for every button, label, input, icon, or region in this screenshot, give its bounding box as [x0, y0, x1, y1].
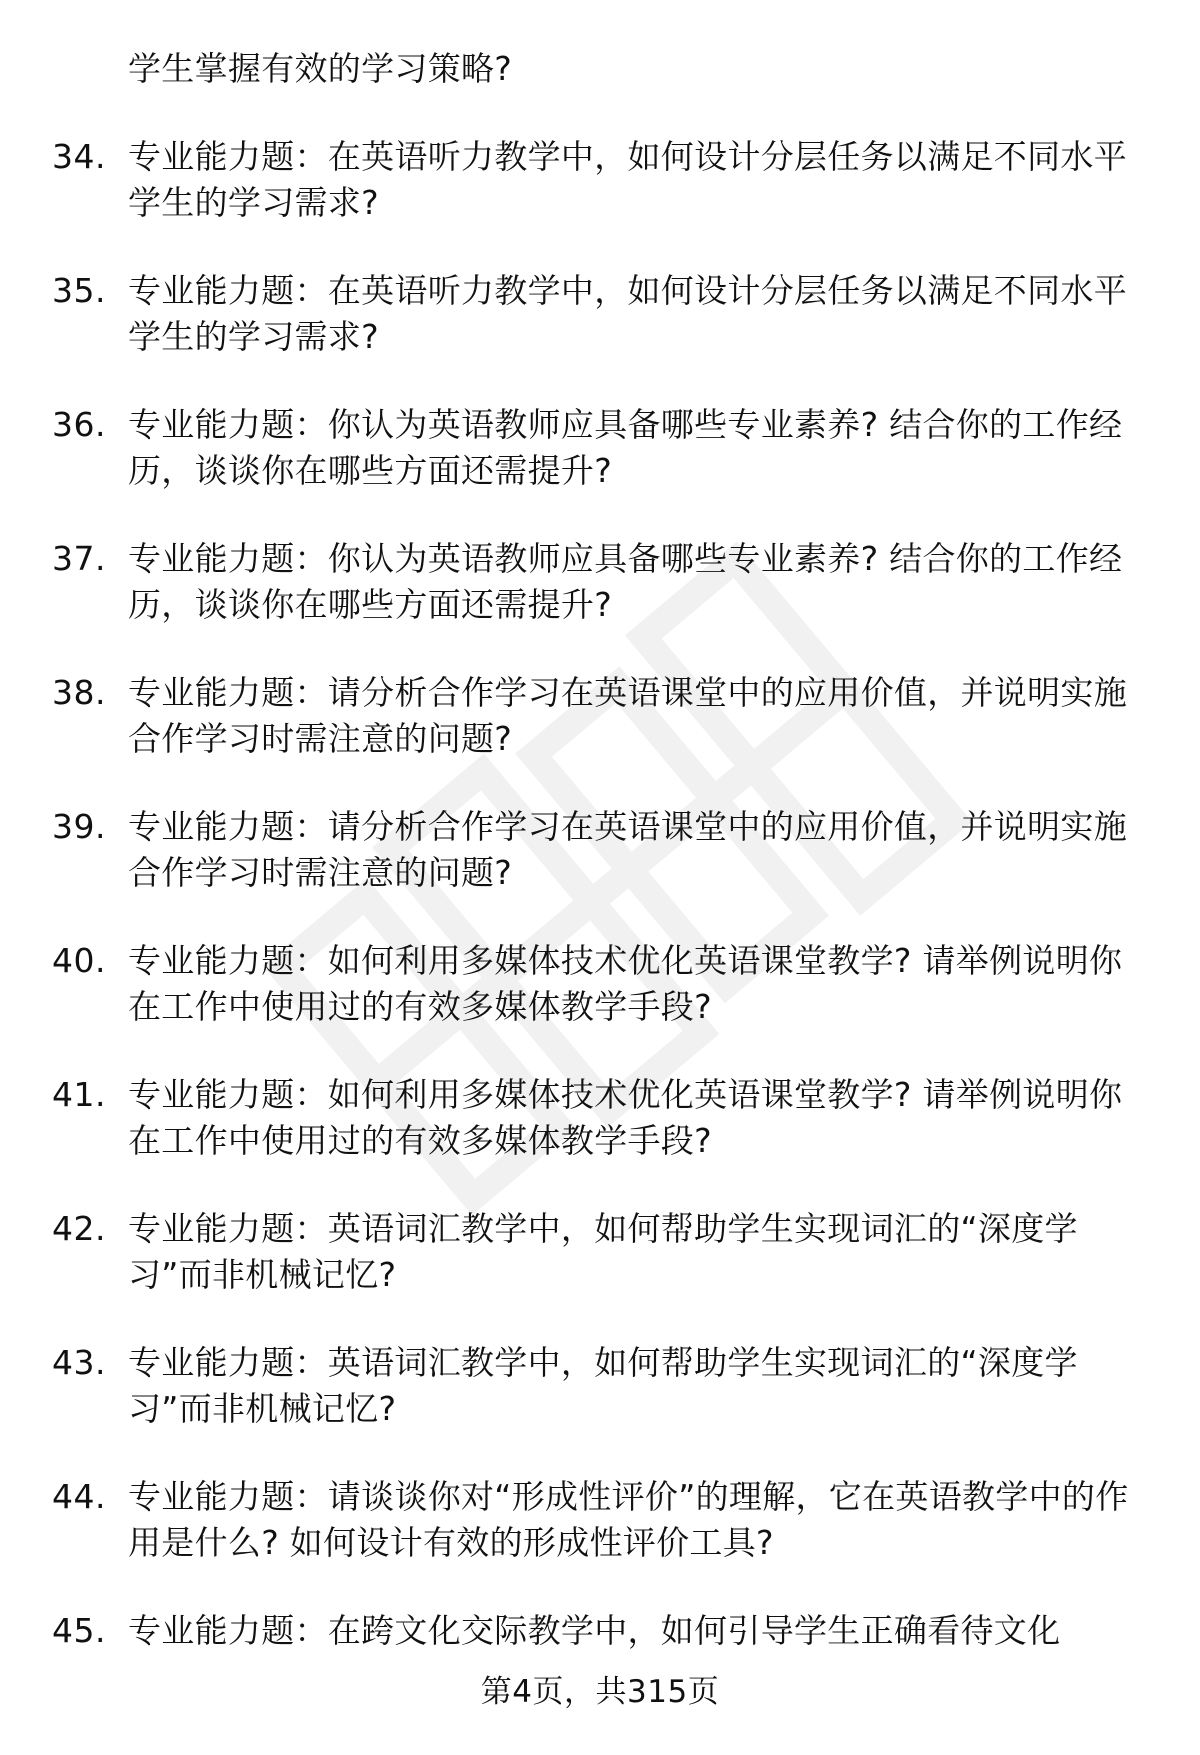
item-text: 专业能力题：你认为英语教师应具备哪些专业素养? 结合你的工作经历，谈谈你在哪些方面还需提升? — [128, 539, 1123, 624]
list-item-35 — [0, 268, 1200, 360]
item-number: 42. — [52, 1209, 106, 1248]
list-item-36 — [0, 402, 1200, 494]
list-item-38 — [0, 670, 1200, 762]
page-footer: 第4页，共315页 — [480, 1674, 720, 1710]
item-text: 专业能力题：如何利用多媒体技术优化英语课堂教学? 请举例说明你在工作中使用过的有效多媒体教学手段? — [128, 941, 1123, 1026]
item-text: 专业能力题：在跨文化交际教学中，如何引导学生正确看待文化 — [128, 1611, 1061, 1650]
item-number: 44. — [52, 1477, 106, 1516]
item-number: 43. — [52, 1343, 106, 1382]
list-item-34 — [0, 134, 1200, 226]
list-item-continuation — [0, 46, 1200, 92]
item-text: 专业能力题：请分析合作学习在英语课堂中的应用价值，并说明实施合作学习时需注意的问题? — [128, 807, 1127, 892]
item-number: 41. — [52, 1075, 106, 1114]
list-item-44 — [0, 1474, 1200, 1566]
item-number: 45. — [52, 1611, 106, 1650]
item-number: 34. — [52, 137, 106, 176]
list-item-41 — [0, 1072, 1200, 1164]
item-number: 40. — [52, 941, 106, 980]
item-number: 39. — [52, 807, 106, 846]
item-text: 专业能力题：你认为英语教师应具备哪些专业素养? 结合你的工作经历，谈谈你在哪些方面还需提升? — [128, 405, 1123, 490]
question-list — [0, 46, 1200, 1696]
item-text: 专业能力题：如何利用多媒体技术优化英语课堂教学? 请举例说明你在工作中使用过的有效多媒体教学手段? — [128, 1075, 1123, 1160]
item-number: 38. — [52, 673, 106, 712]
list-item-45 — [0, 1608, 1200, 1654]
item-text: 专业能力题：在英语听力教学中，如何设计分层任务以满足不同水平学生的学习需求? — [128, 271, 1127, 356]
item-number: 36. — [52, 405, 106, 444]
item-text: 专业能力题：英语词汇教学中，如何帮助学生实现词汇的“深度学习”而非机械记忆? — [128, 1343, 1078, 1428]
list-item-39 — [0, 804, 1200, 896]
list-item-40 — [0, 938, 1200, 1030]
list-item-42 — [0, 1206, 1200, 1298]
item-text: 专业能力题：请谈谈你对“形成性评价”的理解，它在英语教学中的作用是什么? 如何设计有效的形成性评价工具? — [128, 1477, 1129, 1562]
item-text: 专业能力题：请分析合作学习在英语课堂中的应用价值，并说明实施合作学习时需注意的问题? — [128, 673, 1127, 758]
continuation-text: 学生掌握有效的学习策略? — [128, 49, 513, 88]
item-number: 37. — [52, 539, 106, 578]
item-number: 35. — [52, 271, 106, 310]
item-text: 专业能力题：英语词汇教学中，如何帮助学生实现词汇的“深度学习”而非机械记忆? — [128, 1209, 1078, 1294]
item-text: 专业能力题：在英语听力教学中，如何设计分层任务以满足不同水平学生的学习需求? — [128, 137, 1127, 222]
list-item-37 — [0, 536, 1200, 628]
list-item-43 — [0, 1340, 1200, 1432]
